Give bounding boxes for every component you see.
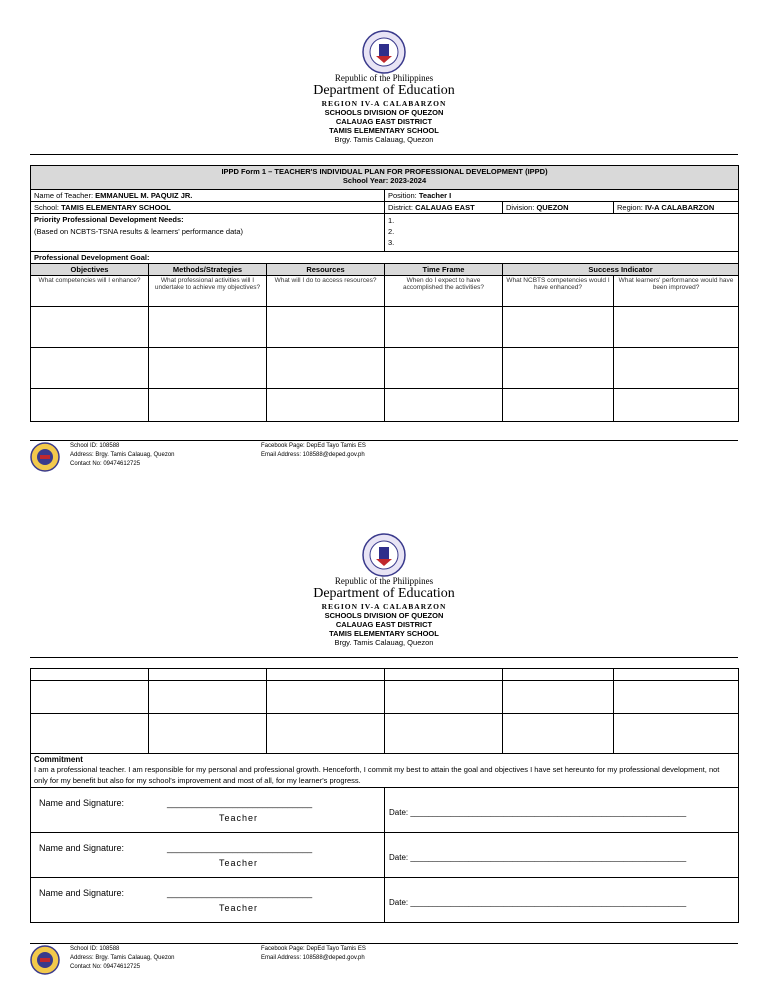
q-success-2: What learners' performance would have been improved? <box>614 276 739 307</box>
region-label: Region: <box>617 203 643 212</box>
ippd-continuation-table <box>30 668 739 788</box>
school-logo-icon <box>30 945 60 975</box>
plan-cell[interactable] <box>503 714 614 754</box>
division-text: SCHOOLS DIVISION OF QUEZON <box>324 108 444 117</box>
commitment-row <box>31 754 739 788</box>
position-label: Position: <box>388 191 417 200</box>
q-success-1: What NCBTS competencies would I have enhanced? <box>503 276 614 307</box>
page2-header <box>0 576 768 647</box>
footer-email[interactable]: Email Address: 108588@deped.gov.ph <box>261 955 365 961</box>
needs-note: (Based on NCBTS-TSNA results & learners' performance data) <box>34 227 244 236</box>
division-value[interactable]: QUEZON <box>536 203 569 212</box>
plan-cell[interactable] <box>31 714 149 754</box>
plan-cell[interactable] <box>614 348 739 389</box>
teacher-row <box>31 190 739 202</box>
footer-divider <box>30 943 738 944</box>
plan-cell[interactable] <box>385 307 503 348</box>
plan-cell[interactable] <box>31 389 149 422</box>
commitment-text: I am a professional teacher. I am responsible for my personal and professional growth. Henceforth, I commit my best to attain the goal and objectives I have set hereunto for my professional development, not only for my benefit but also for my school's improvement and most of all, for my learner's progress. <box>34 765 720 785</box>
page1-header <box>0 73 768 144</box>
plan-cell[interactable] <box>149 681 267 714</box>
signature-line[interactable]: _____________________________ <box>167 798 313 808</box>
plan-cell[interactable] <box>149 714 267 754</box>
school-text: TAMIS ELEMENTARY SCHOOL <box>329 629 439 638</box>
plan-cell[interactable] <box>503 681 614 714</box>
page1-footer <box>30 442 738 474</box>
plan-cell[interactable] <box>385 348 503 389</box>
plan-cell[interactable] <box>149 669 267 681</box>
plan-cell[interactable] <box>149 348 267 389</box>
col-objectives: Objectives <box>31 264 149 276</box>
signature-row <box>31 833 739 878</box>
division-text: SCHOOLS DIVISION OF QUEZON <box>324 611 444 620</box>
region-text: REGION IV-A CALABARZON <box>321 602 447 611</box>
signature-line[interactable]: _____________________________ <box>167 888 313 898</box>
school-label: School: <box>34 203 60 212</box>
ippd-form-table <box>30 165 739 422</box>
column-question-row <box>31 276 739 307</box>
needs-item-1[interactable]: 1. <box>388 216 395 225</box>
q-resources: What will I do to access resources? <box>267 276 385 307</box>
header-divider <box>30 154 738 155</box>
school-year: School Year: 2023-2024 <box>342 176 427 185</box>
teacher-role-label: Teacher <box>219 903 259 913</box>
needs-item-2[interactable]: 2. <box>388 227 395 236</box>
plan-row <box>31 669 739 681</box>
footer-email[interactable]: Email Address: 108588@deped.gov.ph <box>261 452 365 458</box>
footer-address: Address: Brgy. Tamis Calauag, Quezon <box>70 955 175 961</box>
date-field[interactable]: Date: ______________________________________________________________ <box>385 833 739 878</box>
date-field[interactable]: Date: ______________________________________________________________ <box>385 788 739 833</box>
plan-cell[interactable] <box>503 348 614 389</box>
region-value[interactable]: IV-A CALABARZON <box>644 203 715 212</box>
plan-cell[interactable] <box>614 669 739 681</box>
address-text: Brgy. Tamis Calauag, Quezon <box>334 638 434 647</box>
goal-label[interactable]: Professional Development Goal: <box>31 252 739 264</box>
footer-facebook[interactable]: Facebook Page: DepEd Tayo Tamis ES <box>261 443 366 449</box>
plan-row <box>31 348 739 389</box>
footer-school-id: School ID: 108588 <box>70 946 120 952</box>
plan-cell[interactable] <box>503 307 614 348</box>
plan-cell[interactable] <box>385 714 503 754</box>
plan-cell[interactable] <box>385 389 503 422</box>
plan-cell[interactable] <box>614 307 739 348</box>
school-value[interactable]: TAMIS ELEMENTARY SCHOOL <box>61 203 171 212</box>
school-row <box>31 202 739 214</box>
position-value[interactable]: Teacher I <box>418 191 452 200</box>
republic-text: Republic of the Philippines <box>334 576 434 586</box>
teacher-role-label: Teacher <box>219 858 259 868</box>
footer-school-id: School ID: 108588 <box>70 443 120 449</box>
school-text: TAMIS ELEMENTARY SCHOOL <box>329 126 439 135</box>
plan-cell[interactable] <box>31 681 149 714</box>
plan-cell[interactable] <box>267 307 385 348</box>
plan-row <box>31 389 739 422</box>
commitment-title: Commitment <box>34 755 83 764</box>
needs-label: Priority Professional Development Needs: <box>34 215 184 224</box>
date-field[interactable]: Date: ______________________________________________________________ <box>385 878 739 923</box>
plan-cell[interactable] <box>149 389 267 422</box>
name-signature-label: Name and Signature: <box>39 888 125 898</box>
department-title: Department of Education <box>313 586 455 601</box>
plan-cell[interactable] <box>267 669 385 681</box>
plan-cell[interactable] <box>614 681 739 714</box>
district-label: District: <box>388 203 413 212</box>
column-header-row <box>31 264 739 276</box>
plan-cell[interactable] <box>503 389 614 422</box>
school-logo-icon <box>30 442 60 472</box>
district-text: CALAUAG EAST DISTRICT <box>335 620 433 629</box>
plan-cell[interactable] <box>614 389 739 422</box>
footer-address: Address: Brgy. Tamis Calauag, Quezon <box>70 452 175 458</box>
footer-divider <box>30 440 738 441</box>
address-text: Brgy. Tamis Calauag, Quezon <box>334 135 434 144</box>
republic-text: Republic of the Philippines <box>334 73 434 83</box>
signature-row <box>31 788 739 833</box>
col-timeframe: Time Frame <box>385 264 503 276</box>
page2-footer <box>30 945 738 977</box>
plan-row <box>31 681 739 714</box>
teacher-label: Name of Teacher: <box>34 191 94 200</box>
needs-item-3[interactable]: 3. <box>388 238 395 247</box>
col-success: Success Indicator <box>503 264 739 276</box>
plan-cell[interactable] <box>267 348 385 389</box>
footer-facebook[interactable]: Facebook Page: DepEd Tayo Tamis ES <box>261 946 366 952</box>
deped-seal-icon <box>362 30 406 74</box>
footer-contact: Contact No: 09474612725 <box>70 964 141 970</box>
header-divider <box>30 657 738 658</box>
name-signature-label: Name and Signature: <box>39 843 125 853</box>
plan-cell[interactable] <box>31 307 149 348</box>
signature-line[interactable]: _____________________________ <box>167 843 313 853</box>
plan-row <box>31 714 739 754</box>
name-signature-label: Name and Signature: <box>39 798 125 808</box>
plan-cell[interactable] <box>267 714 385 754</box>
col-methods: Methods/Strategies <box>149 264 267 276</box>
needs-row <box>31 214 739 252</box>
q-objectives: What competencies will I enhance? <box>31 276 149 307</box>
district-text: CALAUAG EAST DISTRICT <box>335 117 433 126</box>
district-value[interactable]: CALAUAG EAST <box>415 203 475 212</box>
plan-cell[interactable] <box>149 307 267 348</box>
plan-cell[interactable] <box>385 681 503 714</box>
teacher-name[interactable]: EMMANUEL M. PAQUIZ JR. <box>95 191 193 200</box>
goal-row <box>31 252 739 264</box>
plan-cell[interactable] <box>503 669 614 681</box>
division-label: Division: <box>506 203 535 212</box>
form-title: IPPD Form 1 – TEACHER'S INDIVIDUAL PLAN FOR PROFESSIONAL DEVELOPMENT (IPPD) <box>221 167 548 176</box>
plan-cell[interactable] <box>267 389 385 422</box>
teacher-role-label: Teacher <box>219 813 259 823</box>
q-methods: What professional activities will I undertake to achieve my objectives? <box>149 276 267 307</box>
deped-seal-icon <box>362 533 406 577</box>
q-timeframe: When do I expect to have accomplished the activities? <box>385 276 503 307</box>
signature-row <box>31 878 739 923</box>
department-title: Department of Education <box>313 83 455 98</box>
footer-contact: Contact No: 09474612725 <box>70 461 141 467</box>
plan-cell[interactable] <box>31 669 149 681</box>
col-resources: Resources <box>267 264 385 276</box>
plan-cell[interactable] <box>385 669 503 681</box>
plan-row <box>31 307 739 348</box>
plan-cell[interactable] <box>267 681 385 714</box>
signature-table <box>30 787 739 923</box>
plan-cell[interactable] <box>614 714 739 754</box>
region-text: REGION IV-A CALABARZON <box>321 99 447 108</box>
plan-cell[interactable] <box>31 348 149 389</box>
form-title-row <box>31 166 739 190</box>
